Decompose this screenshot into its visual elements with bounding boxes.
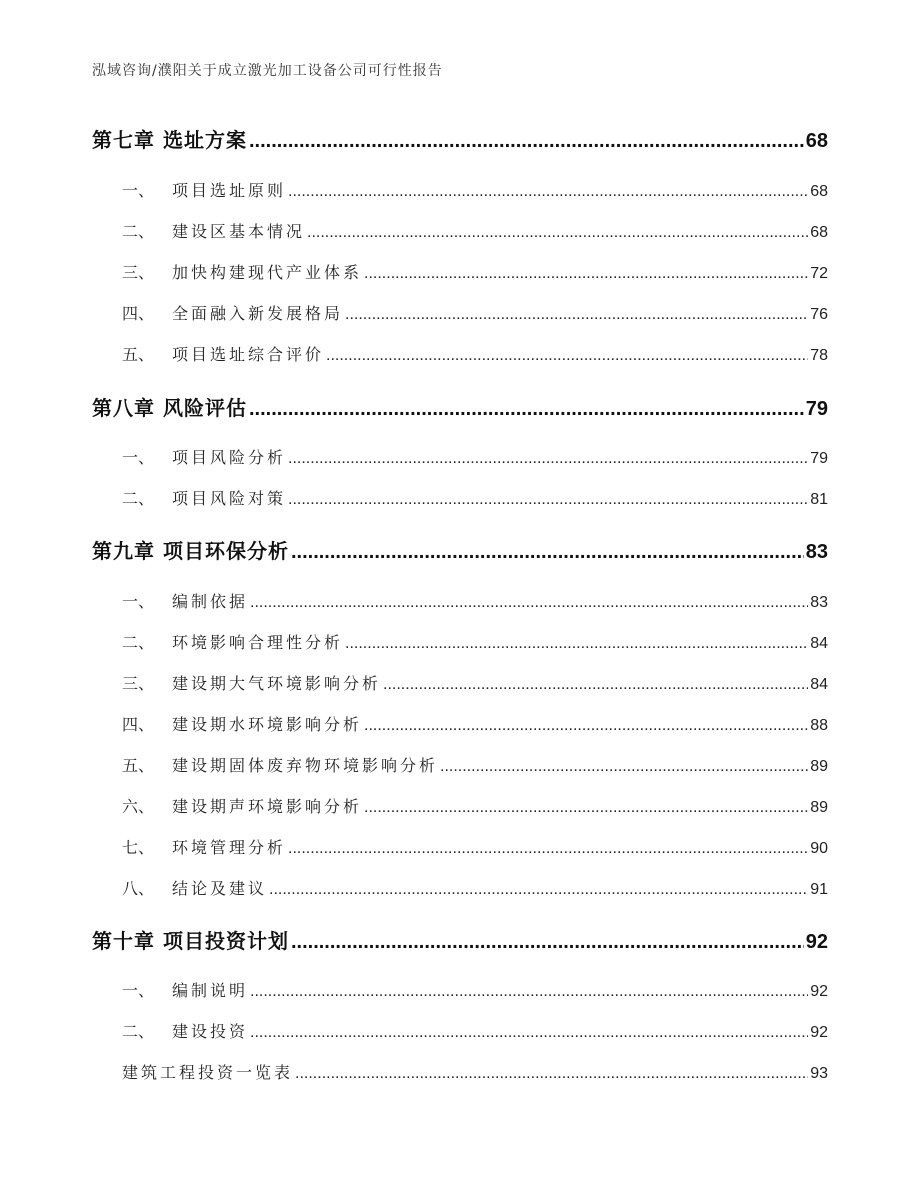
toc-section-title: 建设期固体废弃物环境影响分析: [172, 756, 439, 775]
toc-chapter-title: 第十章 项目投资计划: [92, 929, 289, 953]
dot-leader: [364, 717, 808, 735]
toc-page-number: 78: [810, 347, 828, 364]
dot-leader: [383, 676, 808, 694]
toc-section-number: 四、: [122, 715, 155, 734]
toc-section-title: 全面融入新发展格局: [172, 304, 344, 323]
toc-section[interactable]: [92, 835, 828, 858]
toc-section[interactable]: [92, 445, 828, 468]
toc-page-number: 92: [810, 1024, 828, 1041]
toc-section[interactable]: [92, 260, 828, 283]
toc-section-number: 五、: [122, 756, 155, 775]
dot-leader: [288, 183, 808, 201]
toc-chapter-8[interactable]: [92, 392, 828, 421]
toc-section[interactable]: [92, 876, 828, 899]
toc-section[interactable]: [92, 978, 828, 1001]
toc-section[interactable]: [92, 589, 828, 612]
toc-section[interactable]: [92, 342, 828, 365]
toc-section-number: 四、: [122, 304, 155, 323]
dot-leader: [250, 983, 808, 1001]
dot-leader: [364, 799, 808, 817]
toc-chapter-7[interactable]: [92, 124, 828, 153]
toc-section-title: 加快构建现代产业体系: [172, 263, 363, 282]
toc-section-title: 项目选址综合评价: [172, 345, 325, 364]
toc-section-number: 二、: [122, 222, 155, 241]
toc-chapter-10[interactable]: [92, 925, 828, 954]
dot-leader: [288, 450, 808, 468]
toc-page-number: 92: [810, 983, 828, 1000]
toc-section[interactable]: [92, 178, 828, 201]
toc-page-number: 88: [810, 717, 828, 734]
toc-page-number: 84: [810, 635, 828, 652]
toc-section-title: 环境管理分析: [172, 838, 287, 857]
toc-page-number: 92: [805, 931, 828, 953]
toc-section[interactable]: [92, 671, 828, 694]
toc-page-number: 72: [810, 265, 828, 282]
dot-leader: [364, 265, 808, 283]
toc-section-number: 二、: [122, 489, 155, 508]
toc-section-number: 三、: [122, 263, 155, 282]
toc-section-title: 建设期水环境影响分析: [172, 715, 363, 734]
dot-leader: [250, 594, 808, 612]
toc-page-number: 79: [810, 450, 828, 467]
dot-leader: [288, 840, 808, 858]
toc-section[interactable]: [92, 753, 828, 776]
toc-section[interactable]: [92, 219, 828, 242]
dot-leader: [326, 347, 808, 365]
toc-section[interactable]: [92, 794, 828, 817]
toc-section-title: 编制依据: [172, 592, 249, 611]
toc-section-title: 建设期大气环境影响分析: [172, 674, 382, 693]
toc-section-number: 七、: [122, 838, 155, 857]
toc-section-number: 八、: [122, 879, 155, 898]
toc-page-number: 93: [810, 1065, 828, 1082]
toc-section-number: 三、: [122, 674, 155, 693]
toc-section-title: 建设区基本情况: [172, 222, 306, 241]
toc-section-number: 二、: [122, 633, 155, 652]
dot-leader: [249, 398, 804, 421]
dot-leader: [250, 1024, 808, 1042]
toc-section-number: 一、: [122, 592, 155, 611]
toc-table-title: 建筑工程投资一览表: [122, 1063, 294, 1082]
dot-leader: [345, 635, 808, 653]
toc-page-number: 68: [805, 130, 828, 152]
dot-leader: [295, 1065, 808, 1083]
toc-section-title: 项目风险对策: [172, 489, 287, 508]
toc-section-title: 编制说明: [172, 981, 249, 1000]
toc-page-number: 83: [805, 541, 828, 563]
toc-page-number: 89: [810, 799, 828, 816]
toc-chapter-9[interactable]: [92, 535, 828, 564]
dot-leader: [249, 130, 804, 153]
dot-leader: [440, 758, 808, 776]
toc-chapter-title: 第九章 项目环保分析: [92, 539, 289, 563]
toc-section-title: 项目选址原则: [172, 181, 287, 200]
dot-leader: [291, 541, 804, 564]
toc-section-title: 结论及建议: [172, 879, 268, 898]
toc-page-number: 91: [810, 881, 828, 898]
dot-leader: [288, 491, 808, 509]
toc-chapter-title: 第八章 风险评估: [92, 396, 247, 420]
toc-page-number: 81: [810, 491, 828, 508]
toc-section-title: 项目风险分析: [172, 448, 287, 467]
toc-section-number: 六、: [122, 797, 155, 816]
toc-section-number: 二、: [122, 1022, 155, 1041]
toc-page-number: 84: [810, 676, 828, 693]
toc-section-number: 一、: [122, 981, 155, 1000]
toc-section[interactable]: [92, 486, 828, 509]
toc-page-number: 68: [810, 183, 828, 200]
toc-page-number: 76: [810, 306, 828, 323]
toc-section[interactable]: [92, 301, 828, 324]
toc-section-number: 一、: [122, 181, 155, 200]
toc-section[interactable]: [92, 1019, 828, 1042]
toc-section[interactable]: [92, 630, 828, 653]
toc-section-number: 一、: [122, 448, 155, 467]
toc-section-title: 建设投资: [172, 1022, 249, 1041]
running-header: 泓域咨询/濮阳关于成立激光加工设备公司可行性报告: [92, 63, 443, 79]
dot-leader: [345, 306, 808, 324]
toc-section[interactable]: [92, 712, 828, 735]
toc-page-number: 79: [805, 398, 828, 420]
dot-leader: [291, 931, 804, 954]
toc-table-entry[interactable]: [92, 1060, 828, 1083]
toc-page-number: 90: [810, 840, 828, 857]
dot-leader: [269, 881, 808, 899]
toc-chapter-title: 第七章 选址方案: [92, 128, 247, 152]
toc-section-title: 建设期声环境影响分析: [172, 797, 363, 816]
toc-page-number: 89: [810, 758, 828, 775]
toc-page-number: 68: [810, 224, 828, 241]
dot-leader: [307, 224, 808, 242]
toc-page-number: 83: [810, 594, 828, 611]
toc-section-title: 环境影响合理性分析: [172, 633, 344, 652]
toc-section-number: 五、: [122, 345, 155, 364]
